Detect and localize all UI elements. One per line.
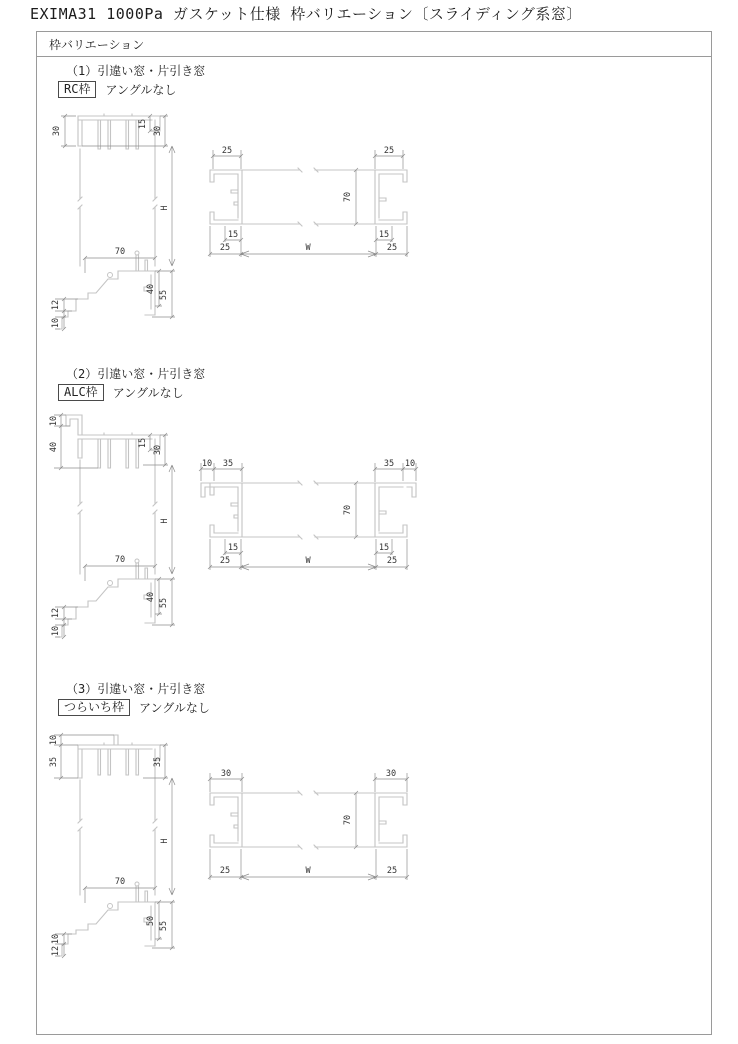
- dim-label: W: [305, 866, 311, 876]
- dim-label: 55: [159, 597, 169, 609]
- head-frame-profile: [78, 114, 160, 266]
- dim-label: 25: [386, 556, 398, 566]
- dim-label: 30: [153, 125, 163, 137]
- dim-label: 70: [114, 555, 126, 565]
- frame-type-tag: ALC枠: [58, 384, 104, 401]
- dim-label: H: [160, 205, 170, 211]
- dim-label: 10: [404, 459, 416, 469]
- frame-note: アングルなし: [139, 701, 210, 715]
- dim-label: 40: [49, 441, 59, 453]
- frame-note: アングルなし: [105, 83, 177, 97]
- dim-label: 25: [219, 866, 231, 876]
- panel-header: 枠バリエーション: [37, 32, 711, 57]
- section-3-tag-row: [58, 699, 210, 716]
- jamb-profiles: [201, 481, 416, 539]
- dim-label: 35: [383, 459, 395, 469]
- dim-label: 30: [220, 769, 232, 779]
- s1-horizontal-section-drawing: [198, 138, 423, 268]
- dimension-lines: [199, 463, 418, 570]
- dim-label: 25: [219, 556, 231, 566]
- jamb-profiles: [210, 168, 407, 226]
- section-1-label: （1）引違い窓・片引き窓: [66, 64, 206, 78]
- dim-label: 25: [219, 243, 231, 253]
- section-1-tag-row: [58, 81, 176, 98]
- dim-label: 50: [146, 915, 156, 927]
- frame-note: アングルなし: [112, 386, 184, 400]
- dim-label: 70: [114, 247, 126, 257]
- dim-label: 15: [378, 230, 390, 240]
- dim-label: 10: [51, 933, 61, 945]
- jamb-profiles: [210, 791, 407, 849]
- dim-label: 15: [138, 118, 148, 130]
- sill-frame-profile: [56, 882, 155, 956]
- section-2-label: （2）引違い窓・片引き窓: [66, 367, 206, 381]
- dim-label: 25: [386, 243, 398, 253]
- s2-horizontal-section-drawing: [198, 451, 423, 581]
- dim-label: 30: [153, 444, 163, 456]
- dimension-lines: [55, 114, 175, 331]
- frame-type-tag: つらいち枠: [58, 699, 130, 716]
- frame-type-tag: RC枠: [58, 81, 96, 98]
- page-title: EXIMA31 1000Pa ガスケット仕様 枠バリエーション〔スライディング系窓〕: [30, 5, 582, 23]
- dim-label: 55: [159, 289, 169, 301]
- dim-label: 12: [51, 607, 61, 619]
- dim-label: 25: [383, 146, 395, 156]
- dim-label: 30: [52, 125, 62, 137]
- dim-label: 35: [49, 756, 59, 768]
- dim-label: 12: [51, 299, 61, 311]
- dim-label: 35: [153, 756, 163, 768]
- dim-label: W: [305, 243, 311, 253]
- dim-label: 10: [51, 625, 61, 637]
- dim-label: 55: [159, 920, 169, 932]
- dim-label: 10: [201, 459, 213, 469]
- dim-label: 10: [51, 317, 61, 329]
- dim-label: H: [160, 518, 170, 524]
- dim-label: 15: [227, 543, 239, 553]
- dim-label: 40: [146, 591, 156, 603]
- dim-label: 15: [227, 230, 239, 240]
- dim-label: W: [305, 556, 311, 566]
- sill-frame-profile: [56, 559, 155, 637]
- section-2-tag-row: [58, 384, 184, 401]
- dim-label: 70: [343, 504, 353, 516]
- dim-label: 12: [51, 945, 61, 957]
- dim-label: 40: [146, 283, 156, 295]
- dim-label: 70: [343, 191, 353, 203]
- dim-label: 10: [49, 734, 59, 746]
- dim-label: 70: [114, 877, 126, 887]
- sill-frame-profile: [56, 251, 155, 329]
- dim-label: 70: [343, 814, 353, 826]
- dim-label: H: [160, 838, 170, 844]
- s2-vertical-section-drawing: [48, 406, 198, 646]
- dim-label: 30: [385, 769, 397, 779]
- s3-horizontal-section-drawing: [198, 761, 423, 891]
- dim-label: 35: [222, 459, 234, 469]
- s3-vertical-section-drawing: [48, 721, 198, 965]
- dim-label: 15: [138, 437, 148, 449]
- section-3-label: （3）引違い窓・片引き窓: [66, 682, 206, 696]
- dim-label: 10: [49, 415, 59, 427]
- dim-label: 15: [378, 543, 390, 553]
- dim-label: 25: [386, 866, 398, 876]
- s1-vertical-section-drawing: [48, 103, 198, 343]
- head-frame-profile: [78, 735, 160, 895]
- dim-label: 25: [221, 146, 233, 156]
